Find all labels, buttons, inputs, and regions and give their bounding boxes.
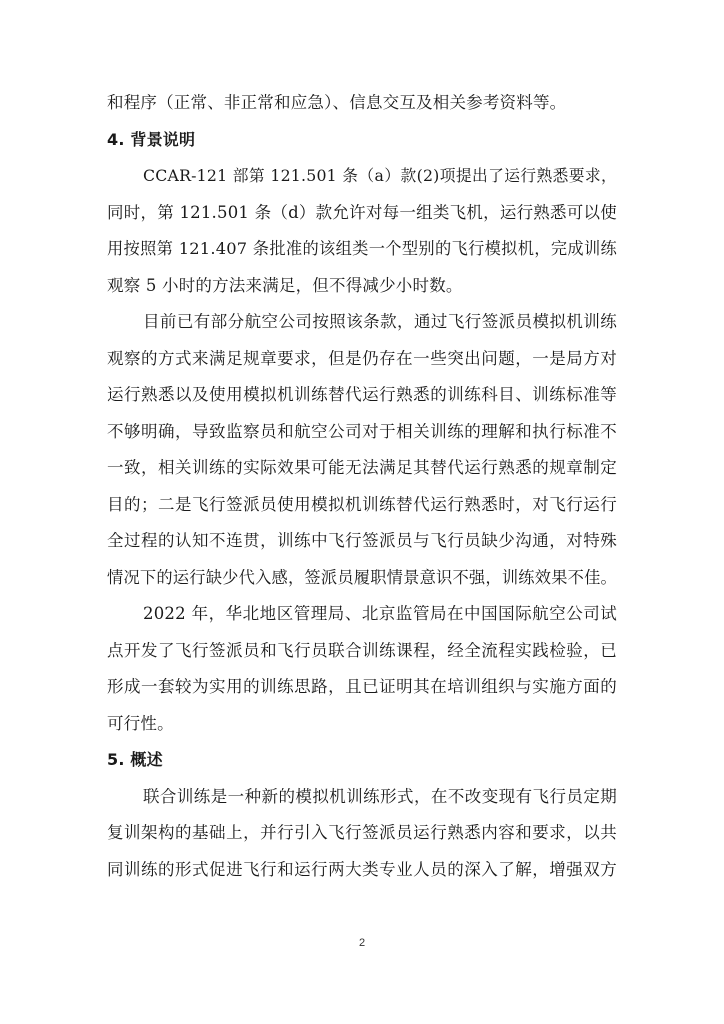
text-line: 目前已有部分航空公司按照该条款，通过飞行签派员模拟机训练 (143, 312, 617, 331)
text-line: 联合训练是一种新的模拟机训练形式，在不改变现有飞行员定期 (143, 786, 617, 806)
text-line: 点开发了飞行签派员和飞行员联合训练课程，经全流程实践检验，已 (107, 640, 617, 660)
text-line: 观察的方式来满足规章要求，但是仍存在一些突出问题，一是局方对 (107, 348, 617, 368)
page-number: 2 (358, 937, 366, 949)
text-line: 一致，相关训练的实际效果可能无法满足其替代运行熟悉的规章制定 (107, 458, 617, 477)
text-line: 同训练的形式促进飞行和运行两大类专业人员的深入了解，增强双方 (107, 859, 617, 879)
text-line: 运行熟悉以及使用模拟机训练替代运行熟悉的训练科目、训练标准等 (107, 385, 617, 404)
section-heading: 5. 概述 (107, 750, 163, 769)
text-line: 和程序（正常、非正常和应急）、信息交互及相关参考资料等。 (107, 93, 567, 112)
text-line: CCAR-121 部第 121.501 条（a）款(2)项提出了运行熟悉要求， (143, 166, 617, 185)
document-body (107, 85, 617, 888)
text-line: 情况下的运行缺少代入感，签派员履职情景意识不强，训练效果不佳。 (107, 567, 617, 587)
text-line: 可行性。 (107, 713, 174, 733)
text-line: 用按照第 121.407 条批准的该组类一个型别的飞行模拟机，完成训练 (107, 239, 617, 258)
text-line: 不够明确，导致监察员和航空公司对于相关训练的理解和执行标准不 (107, 421, 617, 441)
text-line: 2022 年，华北地区管理局、北京监管局在中国国际航空公司试 (143, 604, 617, 623)
text-line: 观察 5 小时的方法来满足，但不得减少小时数。 (107, 275, 463, 295)
text-line: 全过程的认知不连贯，训练中飞行签派员与飞行员缺少沟通，对特殊 (107, 531, 617, 550)
section-heading: 4. 背景说明 (107, 129, 196, 149)
text-line: 形成一套较为实用的训练思路，且已证明其在培训组织与实施方面的 (107, 677, 617, 696)
text-line: 复训架构的基础上，并行引入飞行签派员运行熟悉内容和要求，以共 (107, 823, 617, 842)
text-line: 同时，第 121.501 条（d）款允许对每一组类飞机，运行熟悉可以使 (107, 202, 617, 222)
text-line: 目的；二是飞行签派员使用模拟机训练替代运行熟悉时，对飞行运行 (107, 494, 617, 514)
